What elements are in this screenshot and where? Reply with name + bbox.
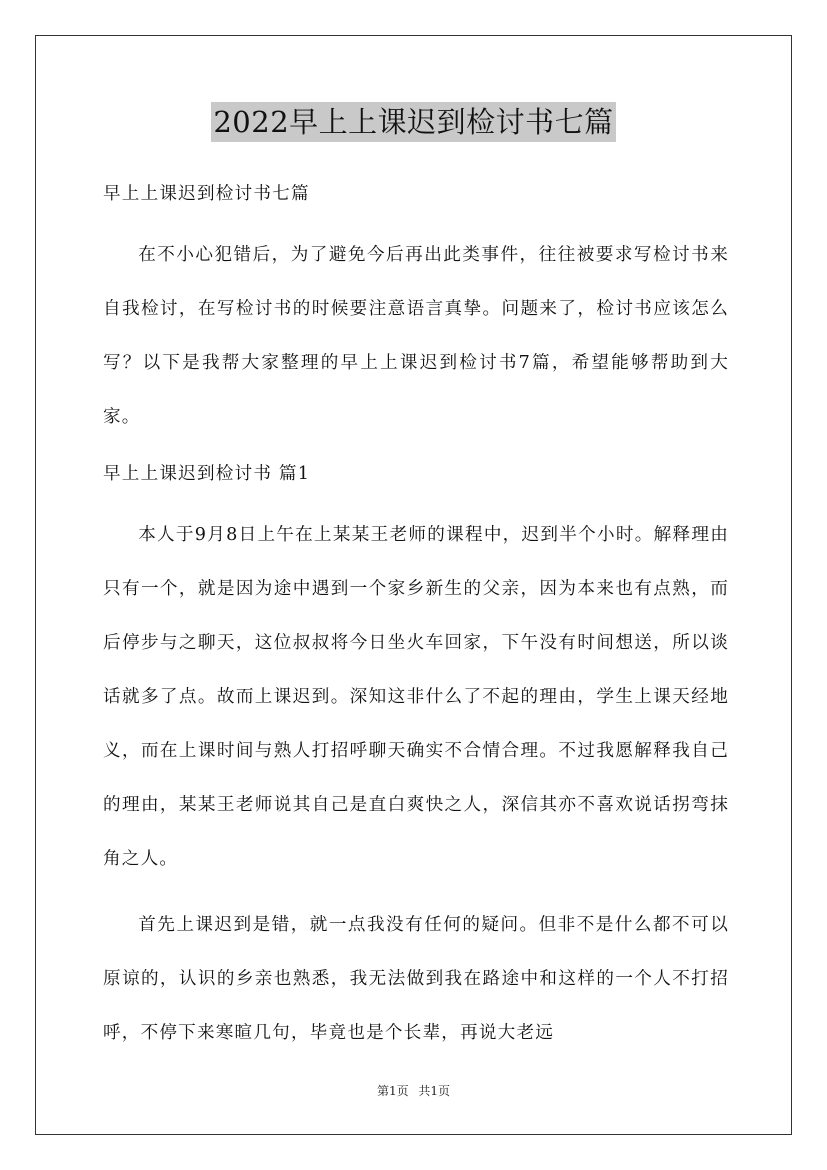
document-body — [103, 176, 729, 1072]
document-subtitle: 早上上课迟到检讨书七篇 — [103, 184, 310, 204]
body-paragraph-1: 本人于9月8日上午在上某某王老师的课程中，迟到半个小时。解释理由只有一个，就是因为途中遇到一个家乡新生的父亲，因为本来也有点熟，而后停步与之聊天，这位叔叔将今日坐火车回家，下午没有时间想送，所以谈话就多了点。故而上课迟到。深知这非什么了不起的理由，学生上课天经地义，而在上课时间与熟人打招呼聊天确实不合情合理。不过我愿解释我自己的理由，某某王老师说其自己是直白爽快之人，深信其亦不喜欢说话拐弯抹角之人。 — [103, 525, 729, 869]
section-heading: 早上上课迟到检讨书 篇1 — [103, 464, 311, 484]
title-container — [0, 102, 827, 142]
page-number: 第1页 — [376, 1084, 409, 1098]
intro-paragraph: 在不小心犯错后，为了避免今后再出此类事件，往往被要求写检讨书来自我检讨，在写检讨书的时候要注意语言真挚。问题来了，检讨书应该怎么写？以下是我帮大家整理的早上上课迟到检讨书7篇，希望能够帮助到大家。 — [103, 245, 729, 427]
document-title: 2022早上上课迟到检讨书七篇 — [211, 102, 615, 142]
page-footer — [0, 1082, 827, 1099]
total-pages: 共1页 — [418, 1084, 451, 1098]
body-paragraph-2: 首先上课迟到是错，就一点我没有任何的疑问。但非不是什么都不可以原谅的，认识的乡亲也熟悉，我无法做到我在路途中和这样的一个人不打招呼，不停下来寒暄几句，毕竟也是个长辈，再说大老远 — [103, 915, 729, 1043]
